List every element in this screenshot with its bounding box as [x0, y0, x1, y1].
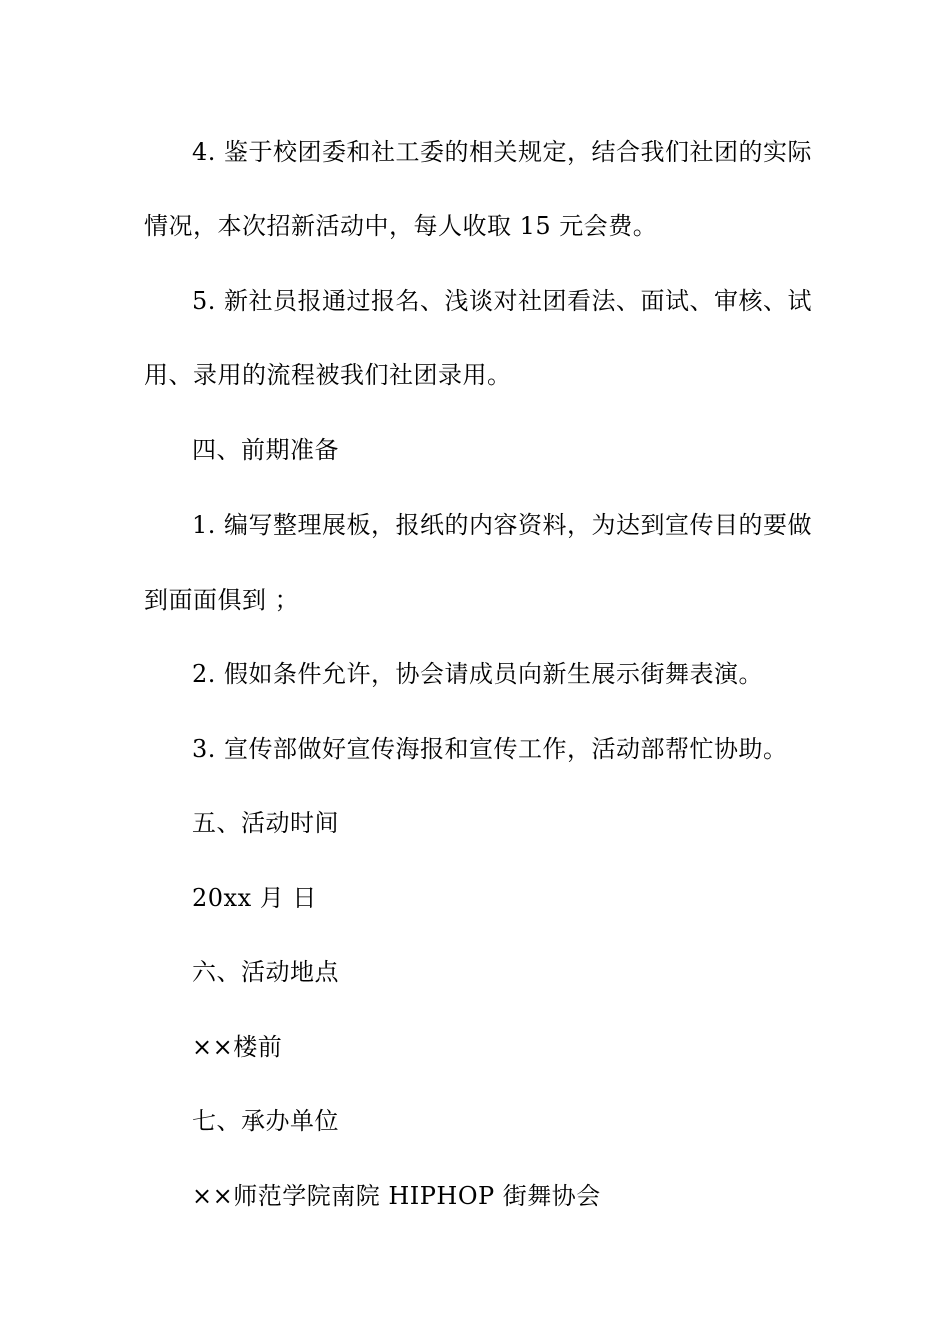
paragraph-item-5-line-1: 5. 新社员报通过报名、浅谈对社团看法、面试、审核、试 — [192, 287, 813, 315]
section-heading-time: 五、活动时间 — [192, 809, 339, 837]
paragraph-item-5-line-2: 用、录用的流程被我们社团录用。 — [144, 361, 512, 389]
organizer-value: ××师范学院南院 HIPHOP 街舞协会 — [192, 1182, 601, 1210]
paragraph-prep-1-line-1: 1. 编写整理展板，报纸的内容资料，为达到宣传目的要做 — [192, 511, 813, 539]
paragraph-prep-1-line-2: 到面面俱到 ； — [144, 586, 300, 614]
activity-time-value: 20xx 月 日 — [192, 884, 317, 912]
paragraph-item-4-line-1: 4. 鉴于校团委和社工委的相关规定，结合我们社团的实际 — [192, 138, 813, 166]
paragraph-item-4-line-2: 情况，本次招新活动中，每人收取 15 元会费。 — [144, 212, 658, 240]
section-heading-location: 六、活动地点 — [192, 958, 339, 986]
section-heading-preparation: 四、前期准备 — [192, 436, 339, 464]
activity-location-value: ××楼前 — [192, 1033, 283, 1061]
paragraph-prep-2: 2. 假如条件允许，协会请成员向新生展示街舞表演。 — [192, 660, 764, 688]
paragraph-prep-3: 3. 宣传部做好宣传海报和宣传工作，活动部帮忙协助。 — [192, 735, 788, 763]
section-heading-organizer: 七、承办单位 — [192, 1107, 339, 1135]
